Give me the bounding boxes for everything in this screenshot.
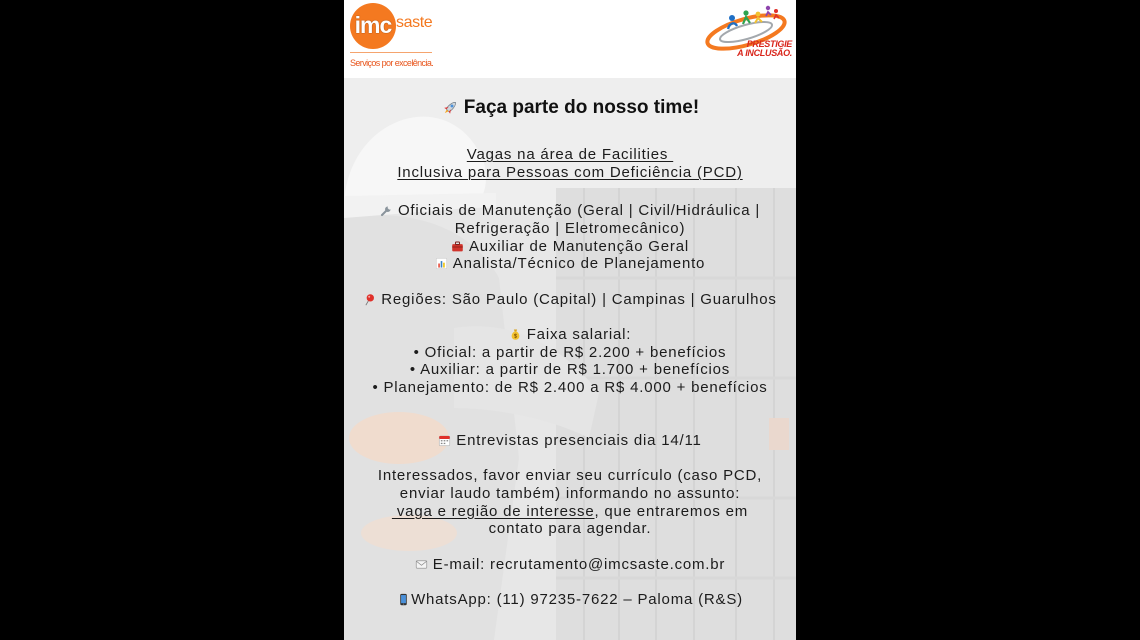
salary-item-planejamento: • Planejamento: de R$ 2.400 a R$ 4.000 + benefícios [372,378,768,396]
position-analista: Analista/Técnico de Planejamento [452,255,706,273]
toolbox-icon [451,240,464,253]
subject-underlined-text: vaga e região de interesse [391,502,595,520]
interviews-text: Entrevistas presenciais dia 14/11 [456,431,702,449]
logo-tagline: Serviços por excelência. [350,58,434,68]
position-item [344,238,796,256]
calendar-icon [438,434,451,447]
salary-heading [344,326,796,344]
flyer-body [344,202,796,608]
position-oficiais-line-2: Refrigeração | Eletromecânico) [454,219,686,237]
imc-logo-name: saste [396,14,433,31]
email-line [344,556,796,574]
instructions-line-4: contato para agendar. [488,520,652,538]
round-pushpin-icon [363,293,376,306]
instructions-line-2: enviar laudo também) informando no assunto: [399,484,741,502]
salary-item-auxiliar: • Auxiliar: a partir de R$ 1.700 + benefícios [409,361,731,379]
mobile-phone-icon [397,593,410,606]
heading-line-1: Vagas na área de Facilities [466,146,674,164]
bar-chart-icon [435,257,448,270]
vacancy-heading [344,146,796,181]
header [344,0,796,78]
instructions-line-3 [344,503,796,521]
imc-logo-mark: imc [350,3,396,49]
title-text: Faça parte do nosso time! [463,97,700,118]
whatsapp-line [344,591,796,609]
instructions-line-3-rest: , que entraremos em [594,502,749,520]
regions-line [344,291,796,309]
inclusion-logo-line2: A INCLUSÃO. [737,48,792,58]
interviews-line [344,432,796,450]
logo-divider [350,52,432,53]
inclusion-logo-line1: PRESTIGIE [746,39,792,49]
heading-line-2: Inclusiva para Pessoas com Deficiência (PCD) [397,163,743,181]
flyer-title [344,96,796,120]
position-item [344,202,796,220]
envelope-icon [415,558,428,571]
money-bag-icon [509,328,522,341]
instructions-line-1: Interessados, favor enviar seu currículo (caso PCD, [377,467,763,485]
position-item [344,255,796,273]
salary-label: Faixa salarial: [526,325,632,343]
job-flyer [344,0,796,640]
salary-item-oficial: • Oficial: a partir de R$ 2.200 + benefícios [413,343,727,361]
rocket-icon [441,99,459,117]
regions-text: Regiões: São Paulo (Capital) | Campinas | Guarulhos [381,290,777,308]
position-oficiais-line-1: Oficiais de Manutenção (Geral | Civil/Hidráulica | [397,202,761,220]
email-text: E-mail: recrutamento@imcsaste.com.br [432,555,726,573]
whatsapp-text: WhatsApp: (11) 97235-7622 – Paloma (R&S) [411,590,743,608]
position-auxiliar: Auxiliar de Manutenção Geral [468,237,689,255]
wrench-icon [380,204,393,217]
